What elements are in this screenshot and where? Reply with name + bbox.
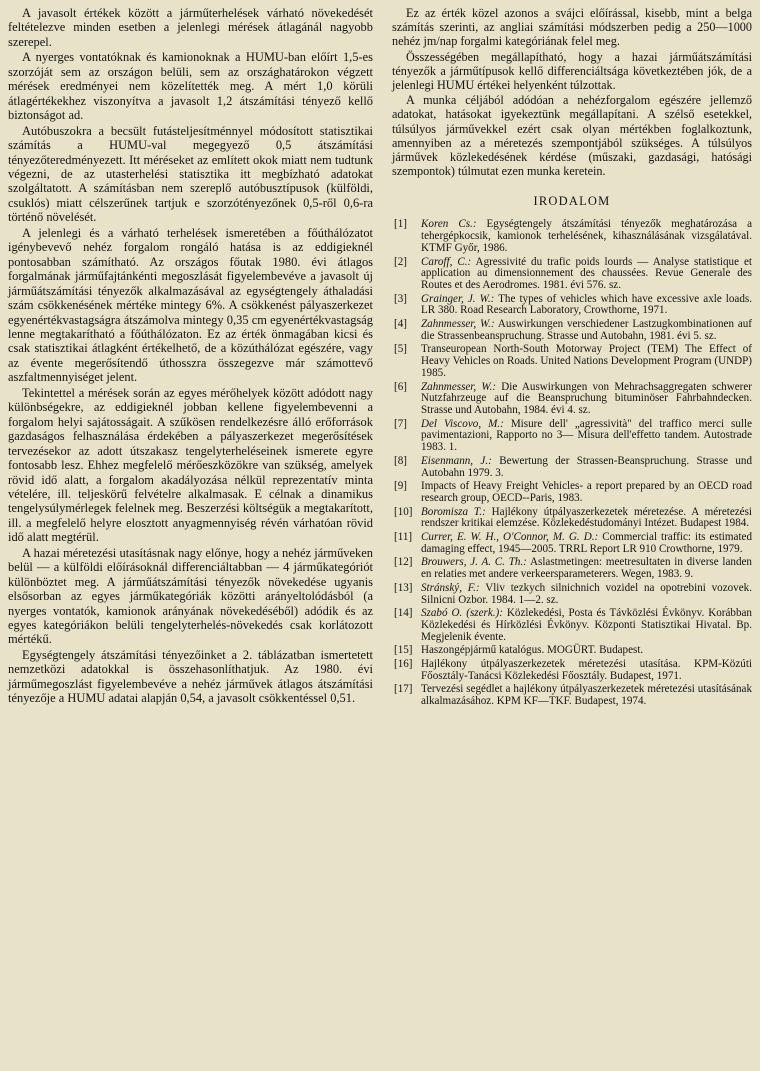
reference-item [392,257,752,292]
reference-item [392,344,752,379]
reference-author: Zahnmesser, W.: [421,318,495,331]
reference-author: Stránský, F.: [421,581,480,594]
reference-number: [8] [394,454,407,467]
reference-number: [1] [394,218,407,231]
reference-author: Szabó O. (szerk.): [421,607,503,620]
reference-item [392,645,752,657]
references-heading: IRODALOM [533,194,611,209]
reference-text: Misure dell' „agressività" del traffico merci sulle pavimentazioni, Rapporto no 3— Misura dell'effetto tandem. Autostrade 1983. 1. [421,417,752,454]
reference-number: [14] [394,607,413,620]
reference-number: [7] [394,417,407,430]
paragraph: A hazai méretezési utasításnak nagy előnye, hogy a nehéz járműveken belül — a külföldi előírásoknál differenciáltabban — 4 járműkategóriót különböztet meg. A járműátszámítási tényezők növekedése ugyanis elsősorban az egyes járműkategóriák közötti arányeltolódásból (a nyerges vontatók, kamionok arányának növekedéséből) adódik és az egyes kategóriákon belüli tengelyterhelés-növekedés csak korlátozott mértékű. [8,545,373,647]
reference-item [392,532,752,555]
reference-text: Egységtengely átszámítási tényezők meghatározása a tehergépkocsik, kamionok terhelésének, kihasználásának vizsgálatával. KTMF Győr, 1986. [421,218,753,254]
reference-text: Hajlékony útpályaszerkezetek méretezési utasítása. KPM-Közúti Főosztály-Tanácsi Közlekedési Főosztály. Budapest, 1971. [421,658,752,682]
reference-text: Vliv tezkych silnichnich vozidel na opotrebini vozovek. Silnicni Ozbor. 1984. 1—2. sz. [421,581,752,606]
reference-number: [9] [394,480,407,493]
reference-item [392,557,752,580]
reference-number: [5] [394,343,407,356]
reference-author: Zahnmesser, W.: [421,380,497,393]
paragraph: A jelenlegi és a várható terhelések ismeretében a főúthálózatot igénybevevő nehéz forgalom rongáló hatása is az eddigieknél pontosabban számítható. Az országos főutak 1980. évi átlagos forgalmának járműfajtánkénti megoszlását figyelembevéve a javasolt új járműátszámítási tényezők alkalmazásával az egységtengely áthaladási szám csökkenésének mértéke mintegy 6%. A csökkenést pályaszerkezet egyenértékvastagságra átszámolva mintegy 0,35 cm egyenértékvastagság lenne megtakarítható a főúthálózaton. Ez az érték önmagában kicsi és csak statisztikai átlagként értékelhető, de a közúthálózat egészére, vagy az évente megerősítendő úthosszra összegezve már számottevő aszfaltmennyiséget jelent. [8,225,373,385]
reference-number: [4] [394,318,407,331]
reference-text: Tervezési segédlet a hajlékony útpályaszerkezetek méretezési utasításának alkalmazásához. KPM KF—TKF. Budapest, 1974. [421,683,752,708]
left-column [8,6,373,707]
reference-item [392,684,752,707]
reference-number: [13] [394,581,413,594]
reference-number: [3] [394,292,407,305]
reference-item [392,319,752,342]
paragraph: A nyerges vontatóknak és kamionoknak a HUMU-ban előírt 1,5-es szorzóját sem az országon belüli, sem az országhatárokon végzett mérések eredményei nem közelítették meg. A mért 1,0 körüli átlagértékekhez viszonyítva a javasolt 1,2 átszámítási tényező kellő biztonságot ad. [8,50,373,123]
reference-author: Currer, E. W. H., O'Connor, M. G. D.: [421,531,599,544]
reference-item [392,294,752,317]
reference-text: Aslastmetingen: meetresultaten in diverse landen en relaties met andere verkeersparameterers. Wegen, 1983. 9. [421,556,752,581]
reference-text: Commercial traffic: its estimated damaging effect, 1945—2005. TRRL Report LR 910 Crowthorne, 1979. [421,531,752,555]
reference-text: Hajlékony útpályaszerkezetek méretezése. A méretezési rendszer kritikai elemzése. Közlekedéstudományi Intézet. Budapest 1984. [421,505,752,530]
reference-number: [11] [394,531,413,544]
paragraph: Ez az érték közel azonos a svájci előírással, kisebb, mint a belga számítás szerinti, az angliai számítási módszerben pedig a 250—1000 nehéz jm/nap forgalmi kategóriának felel meg. [392,6,752,49]
paragraph: Összességében megállapítható, hogy a hazai járműátszámítási tényezők a járműtípusok kellő differenciáltsága következtében jók, de a jelenlegi HUMU értékei helyenként túlzottak. [392,49,752,93]
right-column [392,6,752,710]
reference-author: Brouwers, J. A. C. Th.: [421,556,527,569]
reference-text: Haszongépjármű katalógus. MOGÜRT. Budapest. [421,644,644,657]
references-list [392,219,752,707]
reference-text: Impacts of Heavy Freight Vehicles- a report prepared by an OECD road research group, OECD--Paris, 1983. [421,480,752,504]
reference-number: [2] [394,255,407,268]
reference-number: [10] [394,505,413,518]
reference-item [392,507,752,530]
reference-text: Auswirkungen verschiedener Lastzugkombinationen auf die Strassenbeanspruchung. Strasse und Autobahn, 1981. évi 5. sz. [421,318,752,342]
reference-item [392,608,752,643]
reference-item [392,419,752,454]
reference-item [392,219,752,254]
reference-number: [15] [394,644,413,657]
reference-author: Del Viscovo, M.: [421,417,504,430]
reference-text: Die Auswirkungen von Mehrachsaggregaten schwerer Nutzfahrzeuge auf die Beanspruchung bituminöser Fahrbahndecken. Strasse und Autobahn, 1984. évi 4. sz. [421,380,752,416]
reference-item [392,481,752,504]
reference-item [392,583,752,606]
reference-item [392,456,752,479]
reference-author: Eisenmann, J.: [421,454,492,467]
reference-number: [6] [394,380,407,393]
reference-text: Közlekedési, Posta és Távközlési Évkönyv. Korábban Közlekedési és Hírközlési Évkönyv. Központi Statisztikai Hivatal. Bp. Megjelenik évente. [421,607,752,643]
reference-number: [17] [394,683,413,696]
reference-item [392,659,752,682]
reference-text: Transeuropean North-South Motorway Project (TEM) The Effect of Heavy Vehicles on Roads. United Nations Development Program (UNDP) 1985. [421,343,752,379]
reference-author: Grainger, J. W.: [421,292,495,305]
reference-text: Agressivité du trafic poids lourds — Analyse statistique et application au dimensionnement des chaussées. Revue Generale des Routes et des Aerodromes. 1981. évi 576. sz. [421,255,752,291]
reference-author: Caroff, C.: [421,255,472,268]
paragraph: Egységtengely átszámítási tényezőinket a 2. táblázatban ismertetett nemzetközi adatokkal is összehasonlíthatjuk. Az 1980. évi járműmegoszlást figyelembevéve a nehéz járművek átlagos átszámítási tényezője a HUMU adatai alapján 0,54, a javasolt csökkentéssel 0,51. [8,647,373,706]
paragraph: Autóbuszokra a becsült futásteljesítménnyel módosított statisztikai számítás a HUMU-val megegyező 0,5 átszámítási tényezőteredményezett. Itt méréseket az említett okok miatt nem tudtunk végezni, de az utasterhelési statisztika itt megbízható adatokat szolgáltatott. A számításban nem szereplő autóbusztípusok (külföldi, csuklós) miatt célszerűnek tartjuk e szorzótényezőnek 0,5-ről 0,6-ra történő növelését. [8,123,373,225]
reference-author: Boromisza T.: [421,505,486,518]
reference-text: The types of vehicles which have excessive axle loads. LR 380. Road Research Laboratory, Crowthorne, 1971. [421,292,752,317]
reference-item [392,382,752,417]
paragraph: A munka céljából adódóan a nehézforgalom egészére jellemző adatokat, hatásokat igyekeztünk megállapítani. A szélső esetekkel, túlsúlyos járművekkel ezért csak olyan mértékben foglalkoztunk, amennyiben az a méretezés szempontjából szükséges. A túlsúlyos járművek közlekedésének kérdése (műszaki, gazdasági, hatósági szempontok) túlmutat ezen munka keretein. [392,93,752,179]
reference-text: Bewertung der Strassen-Beanspruchung. Strasse und Autobahn 1979. 3. [421,454,752,479]
paragraph: A javasolt értékek között a járműterhelések várható növekedését feltételezve minden esetben a jelenlegi mérések átlagánál nagyobb szerepel. [8,6,373,49]
reference-number: [12] [394,556,413,569]
reference-author: Koren Cs.: [421,218,477,231]
reference-number: [16] [394,658,413,671]
paragraph: Tekintettel a mérések során az egyes mérőhelyek között adódott nagy különbségekre, az eddigieknél jobban kellene figyelembevenni a forgalom helyi sajátosságait. A szűkösen rendelkezésre álló erőforrások gazdaságos felhasználása érdekében a pályaszerkezet megerősítések tervezésekor az adott útszakasz tengelyterheléseinek ismerete egyre fontosabb lesz. Ehhez megfelelő mérőeszközökre van szükség, amelyek rövid idő alatt, a forgalom akadályozása nélkül reprezentatív minta vételére, ill. teljeskörű felvételre alkalmasak. E célnak a dinamikus tengelysúlymérlegek felelnek meg. Beszerzési költségük a megtakarított, ill. a megfelelő helyre elosztott anyagmennyiség révén várhatóan rövid idő alatt megtérül. [8,385,373,545]
